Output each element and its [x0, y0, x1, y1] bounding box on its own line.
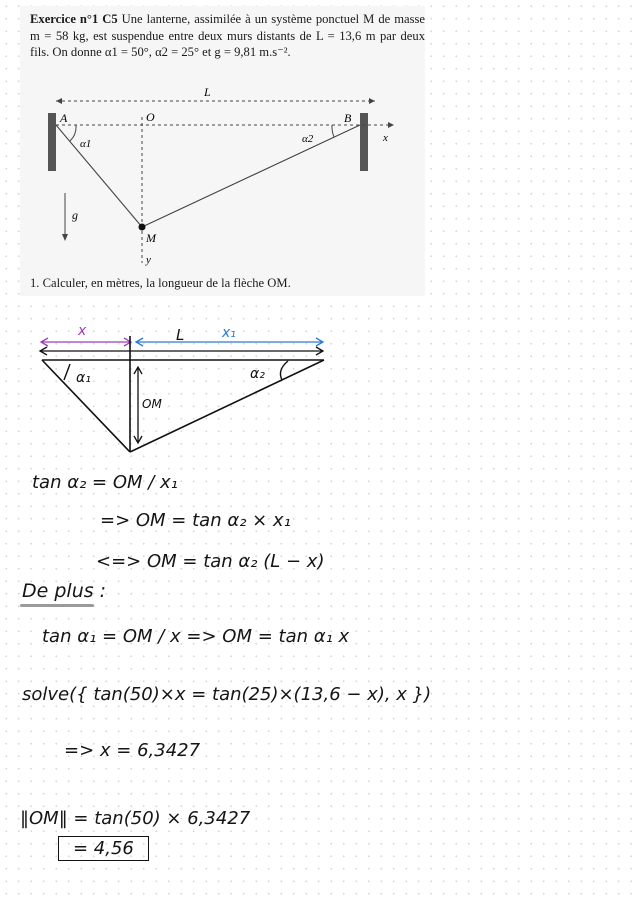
printed-exercise — [20, 6, 425, 296]
sketch-label-L: L — [176, 326, 185, 344]
label-y-axis: y — [146, 254, 151, 266]
question-1: 1. Calculer, en mètres, la longueur de la flèche OM. — [30, 276, 291, 290]
sketch-label-om: OM — [142, 397, 162, 411]
hw-answer-box: = 4,56 — [58, 836, 149, 861]
exercise-statement — [30, 11, 425, 61]
hw-de-plus-underline — [20, 604, 94, 607]
wire-BM — [142, 125, 360, 227]
label-g: g⃗ — [72, 208, 88, 222]
hw-line-tan-alpha2: tan α₂ = OM / x₁ — [32, 472, 178, 493]
sketch-label-x: x — [78, 323, 87, 339]
label-L: L — [204, 85, 211, 99]
angle-alpha1-arc — [70, 125, 76, 141]
sketch-label-x1: x₁ — [222, 325, 236, 341]
label-x-axis: x — [383, 132, 388, 144]
exercise-body: Une lanterne, assimilée à un système ponctuel M de masse m = 58 kg, est suspendue entre deux murs distants de L = 13,6 m par deux fils. On donne α1 = 50°, α2 = 25° et g = 9,81 m.s⁻². — [30, 12, 425, 59]
hw-result-x: => x = 6,3427 — [64, 740, 201, 761]
gravity-vector-arrow — [62, 234, 68, 241]
left-wall — [48, 113, 56, 171]
hw-line-tan-alpha1: tan α₁ = OM / x => OM = tan α₁ x — [42, 626, 350, 647]
wire-AM — [56, 125, 142, 227]
point-M — [139, 224, 146, 231]
x-axis-arrow — [388, 122, 394, 128]
label-alpha1: α1 — [80, 138, 92, 150]
label-A: A — [60, 111, 68, 125]
sketch-label-alpha2: α₂ — [250, 366, 265, 382]
sketch-alpha1-arc — [64, 364, 70, 380]
right-wall — [360, 113, 368, 171]
lantern-figure — [20, 81, 425, 281]
label-alpha2: α2 — [302, 133, 314, 145]
exercise-code: C5 — [102, 12, 118, 26]
sketch-label-alpha1: α₁ — [76, 370, 91, 386]
hw-de-plus: De plus : — [22, 580, 107, 602]
hw-line-om-tan-alpha2-x1: => OM = tan α₂ × x₁ — [100, 510, 291, 531]
hw-solve: solve({ tan(50)×x = tan(25)×(13,6 − x), x }) — [22, 684, 432, 705]
label-O: O — [146, 110, 155, 124]
hw-line-om-tan-alpha2-l-x: <=> OM = tan α₂ (L − x) — [96, 551, 325, 572]
L-arrow-right — [369, 98, 375, 104]
hw-norm-om: ‖OM‖ = tan(50) × 6,3427 — [20, 808, 251, 829]
angle-alpha2-arc — [332, 125, 334, 137]
label-M: M — [146, 231, 156, 245]
hand-sketch — [0, 318, 634, 468]
label-B: B — [344, 111, 352, 125]
L-arrow-left — [56, 98, 62, 104]
exercise-heading: Exercice n°1 — [30, 12, 99, 26]
